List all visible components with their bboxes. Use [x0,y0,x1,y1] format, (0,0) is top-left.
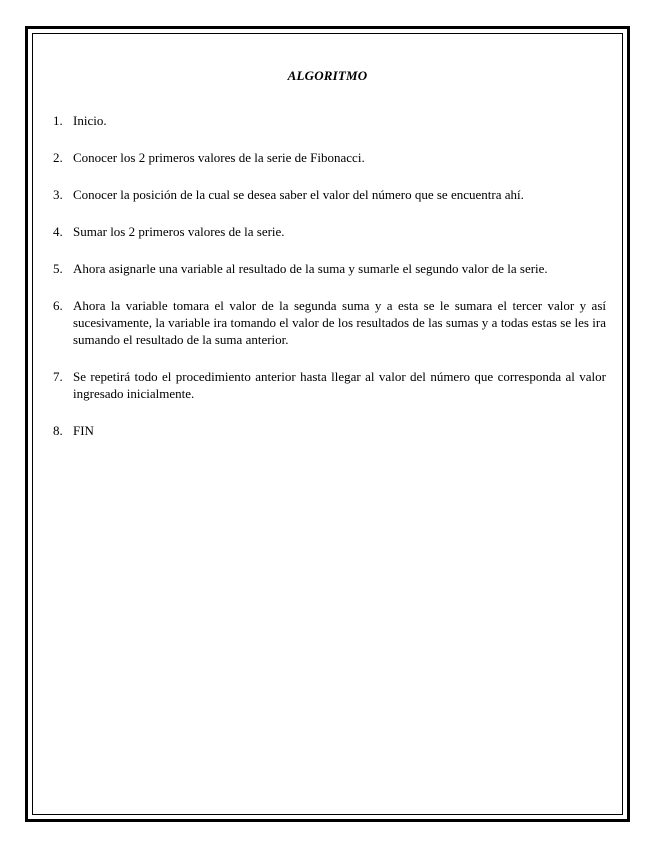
step-item [53,149,606,166]
step-number: 8. [53,423,63,438]
document-title: ALGORITMO [287,68,368,83]
step-item [53,112,606,129]
step-item [53,223,606,240]
step-text: FIN [73,423,94,438]
step-item [53,297,606,348]
step-text: Sumar los 2 primeros valores de la serie. [73,224,285,239]
step-item [53,422,606,439]
step-item [53,186,606,203]
step-item [53,260,606,277]
step-text: Conocer los 2 primeros valores de la serie de Fibonacci. [73,150,365,165]
step-number: 6. [53,298,63,313]
step-number: 5. [53,261,63,276]
step-text: Inicio. [73,113,107,128]
step-text: Ahora la variable tomara el valor de la segunda suma y a esta se le sumara el tercer valor y así sucesivamente, la variable ira tomando el valor de los resultados de las sumas y a todas estas se les ira sumando el resultado de la suma anterior. [73,298,606,347]
step-number: 7. [53,369,63,384]
step-number: 3. [53,187,63,202]
step-text: Conocer la posición de la cual se desea saber el valor del número que se encuentra ahí. [73,187,524,202]
step-text: Ahora asignarle una variable al resultado de la suma y sumarle el segundo valor de la serie. [73,261,548,276]
step-number: 2. [53,150,63,165]
step-number: 1. [53,113,63,128]
step-text: Se repetirá todo el procedimiento anterior hasta llegar al valor del número que corresponda al valor ingresado inicialmente. [73,369,606,401]
page-border [25,26,630,822]
step-number: 4. [53,224,63,239]
page-inner-border [32,33,623,815]
step-item [53,368,606,402]
algorithm-steps-list [53,112,606,459]
